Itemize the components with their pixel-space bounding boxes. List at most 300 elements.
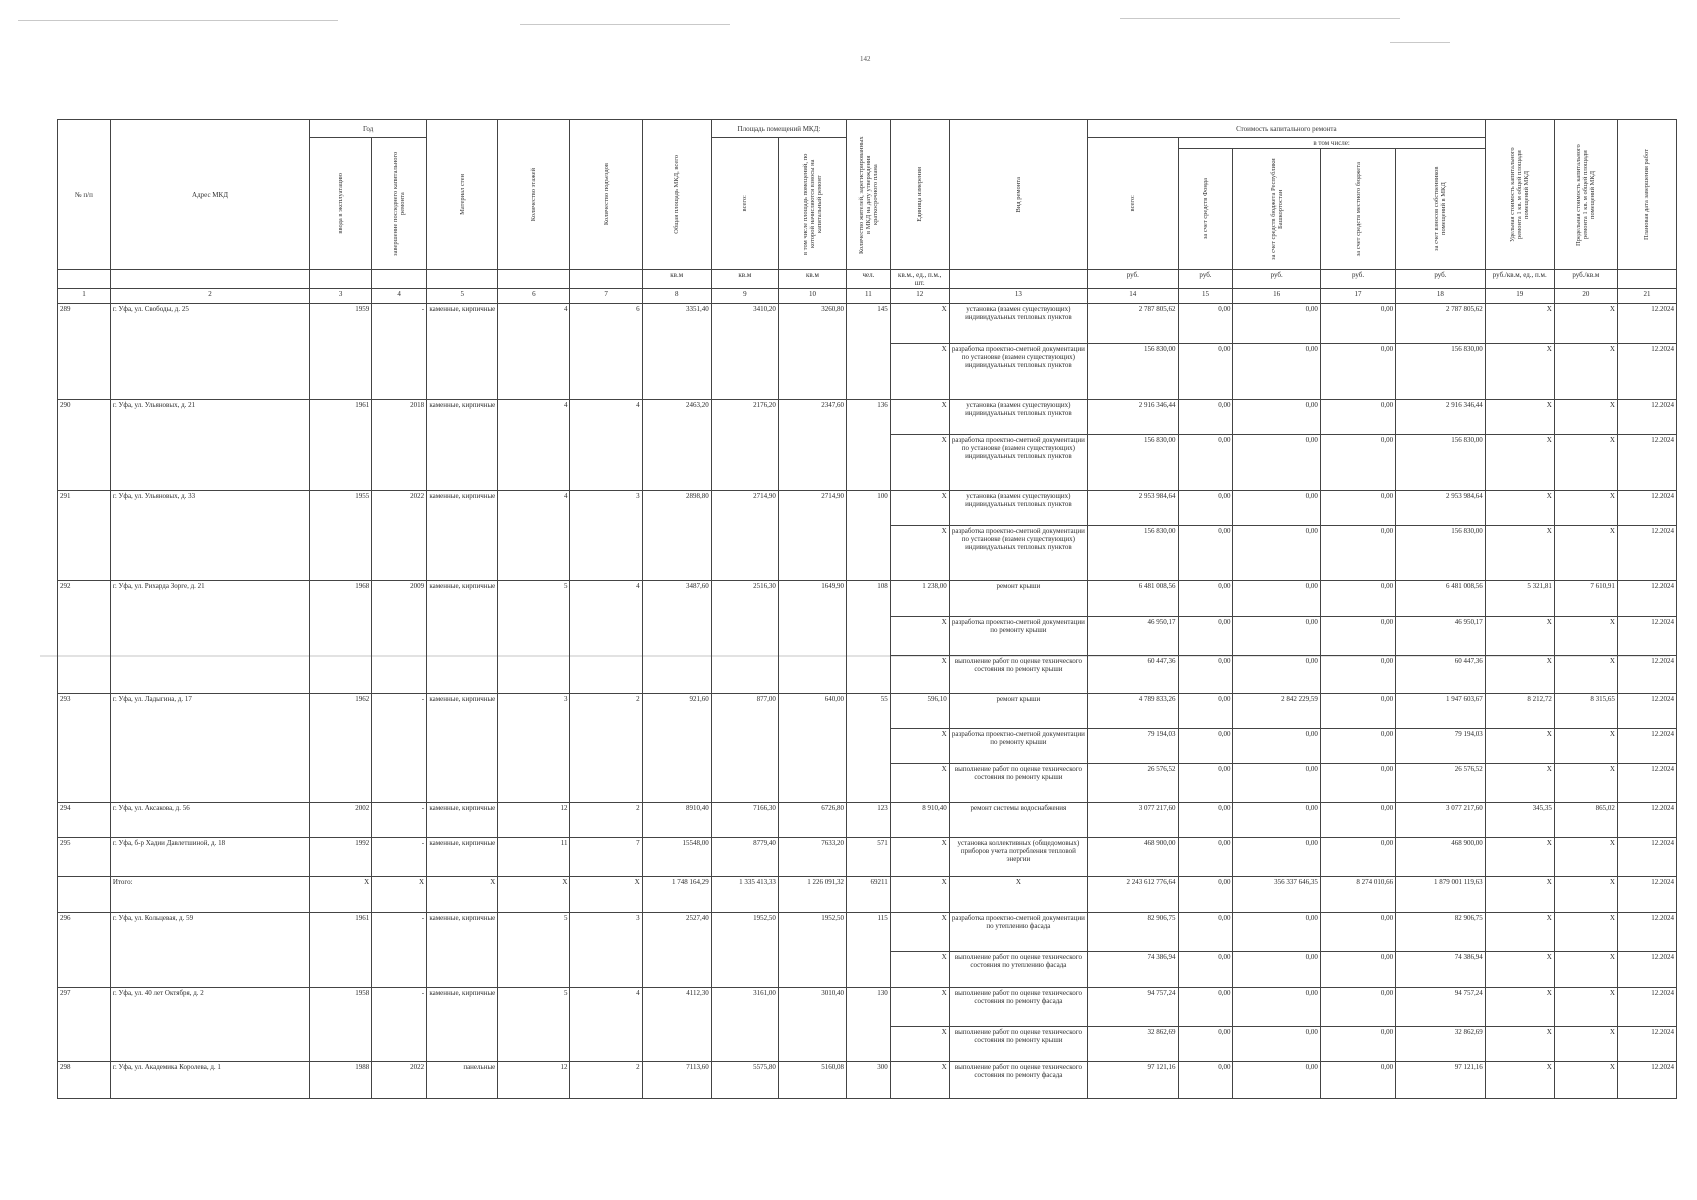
unit-cost: 345,35: [1485, 803, 1554, 838]
cost-total: 97 121,16: [1088, 1061, 1179, 1098]
cost-owners: 156 830,00: [1396, 344, 1486, 399]
residents-count: 115: [847, 913, 891, 988]
cost-republic: 0,00: [1233, 1061, 1320, 1098]
floors-count: X: [498, 877, 570, 913]
unit-cost: X: [1485, 877, 1554, 913]
unit-cell: [498, 270, 570, 289]
floors-count: 11: [498, 838, 570, 877]
area-total: 1 335 413,33: [711, 877, 778, 913]
cost-local: 0,00: [1320, 913, 1395, 952]
unit-cell: [949, 270, 1087, 289]
cost-fund: 0,00: [1178, 304, 1233, 344]
header-max-cost: Предельная стоимость капитального ремонта 1 кв. м общей площади помещений МКД: [1554, 120, 1617, 270]
end-date: 12.2024: [1617, 764, 1676, 803]
cost-local: 0,00: [1320, 490, 1395, 525]
cost-fund: 0,00: [1178, 435, 1233, 490]
wall-material: каменные, кирпичные: [427, 490, 498, 580]
header-wall-material: Материал стен: [427, 120, 498, 270]
floors-count: 4: [498, 399, 570, 490]
unit-cell: [427, 270, 498, 289]
column-number: 16: [1233, 289, 1320, 304]
work-type: разработка проектно-сметной документации по ремонту крыши: [949, 728, 1087, 764]
work-unit: X: [890, 1061, 949, 1098]
unit-cost: X: [1485, 525, 1554, 580]
end-date: 12.2024: [1617, 952, 1676, 988]
wall-material: каменные, кирпичные: [427, 580, 498, 693]
cost-fund: 0,00: [1178, 803, 1233, 838]
cost-owners: 60 447,36: [1396, 655, 1486, 693]
cost-fund: 0,00: [1178, 952, 1233, 988]
column-number: 20: [1554, 289, 1617, 304]
cost-republic: 0,00: [1233, 764, 1320, 803]
unit-cost: X: [1485, 1027, 1554, 1062]
work-type: выполнение работ по оценке технического состояния по ремонту фасада: [949, 988, 1087, 1027]
work-unit: X: [890, 655, 949, 693]
cost-local: 0,00: [1320, 764, 1395, 803]
header-year-group: Год: [310, 120, 427, 138]
cost-republic: 0,00: [1233, 344, 1320, 399]
entrances-count: 3: [570, 913, 642, 988]
cost-republic: 0,00: [1233, 399, 1320, 435]
floors-count: 5: [498, 988, 570, 1062]
unit-cost: X: [1485, 1061, 1554, 1098]
cost-total: 94 757,24: [1088, 988, 1179, 1027]
cost-owners: 79 194,03: [1396, 728, 1486, 764]
unit-cell: руб./кв.м, ед., п.м.: [1485, 270, 1554, 289]
cost-republic: 0,00: [1233, 913, 1320, 952]
residents-count: 123: [847, 803, 891, 838]
area-total: 7166,30: [711, 803, 778, 838]
year-commission: 1992: [310, 838, 372, 877]
total-row: [58, 877, 1677, 913]
cost-owners: 3 077 217,60: [1396, 803, 1486, 838]
house-number: 290: [58, 399, 111, 490]
column-number: 15: [1178, 289, 1233, 304]
cost-owners: 1 947 603,67: [1396, 693, 1486, 728]
wall-material: каменные, кирпичные: [427, 803, 498, 838]
unit-cost: X: [1485, 399, 1554, 435]
units-row: [58, 270, 1677, 289]
unit-cell: руб.: [1396, 270, 1486, 289]
work-unit: X: [890, 490, 949, 525]
column-number: 21: [1617, 289, 1676, 304]
work-unit: X: [890, 952, 949, 988]
cost-total: 2 916 346,44: [1088, 399, 1179, 435]
cost-owners: 468 900,00: [1396, 838, 1486, 877]
house-number: 295: [58, 838, 111, 877]
end-date: 12.2024: [1617, 803, 1676, 838]
year-last-repair: 2009: [372, 580, 427, 693]
area-total: 2516,30: [711, 580, 778, 693]
header-cost-fund: за счет средств Фонда: [1178, 149, 1233, 270]
end-date: 12.2024: [1617, 838, 1676, 877]
max-cost: X: [1554, 435, 1617, 490]
total-area: 15548,00: [642, 838, 711, 877]
entrances-count: 2: [570, 1061, 642, 1098]
unit-cost: X: [1485, 728, 1554, 764]
wall-material: каменные, кирпичные: [427, 838, 498, 877]
residents-count: 300: [847, 1061, 891, 1098]
work-type: разработка проектно-сметной документации по установке (взамен существующих) индивидуальных тепловых пунктов: [949, 344, 1087, 399]
max-cost: 865,02: [1554, 803, 1617, 838]
work-type: ремонт системы водоснабжения: [949, 803, 1087, 838]
header-cost-republic: за счет средств бюджета Республики Башкортостан: [1233, 149, 1320, 270]
header-area-total: всего:: [711, 138, 778, 270]
unit-cell: [1617, 270, 1676, 289]
cost-republic: 0,00: [1233, 580, 1320, 616]
total-area: 2463,20: [642, 399, 711, 490]
end-date: 12.2024: [1617, 1027, 1676, 1062]
house-address: г. Уфа, ул. Кольцевая, д. 59: [110, 913, 309, 988]
max-cost: X: [1554, 399, 1617, 435]
max-cost: 7 610,91: [1554, 580, 1617, 616]
cost-owners: 94 757,24: [1396, 988, 1486, 1027]
work-unit: X: [890, 913, 949, 952]
cost-fund: 0,00: [1178, 616, 1233, 655]
residents-count: 100: [847, 490, 891, 580]
table-row: [58, 988, 1677, 1027]
wall-material: каменные, кирпичные: [427, 988, 498, 1062]
work-type: выполнение работ по оценке технического состояния по утеплению фасада: [949, 952, 1087, 988]
unit-cell: [570, 270, 642, 289]
table-row: [58, 580, 1677, 616]
work-type: ремонт крыши: [949, 693, 1087, 728]
header-no: № п/п: [58, 120, 111, 270]
header-cost-owners: за счет взносов собственников помещений в МКД: [1396, 149, 1486, 270]
work-type: выполнение работ по оценке технического состояния по ремонту фасада: [949, 1061, 1087, 1098]
end-date: 12.2024: [1617, 913, 1676, 952]
entrances-count: 4: [570, 399, 642, 490]
floors-count: 5: [498, 913, 570, 988]
house-number: 289: [58, 304, 111, 400]
work-type: выполнение работ по оценке технического состояния по ремонту крыши: [949, 764, 1087, 803]
cost-fund: 0,00: [1178, 988, 1233, 1027]
header-cost-group: Стоимость капитального ремонта: [1088, 120, 1486, 138]
cost-fund: 0,00: [1178, 913, 1233, 952]
table-header: [58, 120, 1677, 304]
entrances-count: 7: [570, 838, 642, 877]
year-commission: 1968: [310, 580, 372, 693]
total-number-cell: [58, 877, 111, 913]
repair-plan-table: [57, 119, 1677, 1099]
cost-republic: 0,00: [1233, 728, 1320, 764]
end-date: 12.2024: [1617, 490, 1676, 525]
max-cost: X: [1554, 344, 1617, 399]
table-row: [58, 913, 1677, 952]
max-cost: X: [1554, 952, 1617, 988]
house-address: г. Уфа, ул. Свободы, д. 25: [110, 304, 309, 400]
header-end-date: Плановая дата завершения работ: [1617, 120, 1676, 270]
unit-cell: [310, 270, 372, 289]
work-type: разработка проектно-сметной документации по установке (взамен существующих) индивидуальных тепловых пунктов: [949, 435, 1087, 490]
cost-total: 79 194,03: [1088, 728, 1179, 764]
column-number: 1: [58, 289, 111, 304]
year-commission: 1955: [310, 490, 372, 580]
year-last-repair: 2022: [372, 1061, 427, 1098]
cost-total: 156 830,00: [1088, 344, 1179, 399]
column-number: 14: [1088, 289, 1179, 304]
area-owned: 1649,90: [778, 580, 846, 693]
cost-republic: 0,00: [1233, 988, 1320, 1027]
cost-owners: 156 830,00: [1396, 525, 1486, 580]
column-numbers-row: [58, 289, 1677, 304]
unit-cell: чел.: [847, 270, 891, 289]
house-address: г. Уфа, ул. Академика Королева, д. 1: [110, 1061, 309, 1098]
end-date: 12.2024: [1617, 988, 1676, 1027]
cost-fund: 0,00: [1178, 399, 1233, 435]
work-type: ремонт крыши: [949, 580, 1087, 616]
year-commission: 1961: [310, 399, 372, 490]
table-row: [58, 490, 1677, 525]
area-total: 5575,80: [711, 1061, 778, 1098]
area-total: 2176,20: [711, 399, 778, 490]
work-unit: X: [890, 1027, 949, 1062]
work-unit: 8 910,40: [890, 803, 949, 838]
header-residents: Количество жителей, зарегистрированных в МКД на дату утверждения краткосрочного плана: [847, 120, 891, 270]
cost-total: 74 386,94: [1088, 952, 1179, 988]
max-cost: X: [1554, 655, 1617, 693]
unit-cost: X: [1485, 304, 1554, 344]
work-type: разработка проектно-сметной документации по ремонту крыши: [949, 616, 1087, 655]
floors-count: 4: [498, 304, 570, 400]
max-cost: X: [1554, 525, 1617, 580]
unit-cell: руб./кв.м: [1554, 270, 1617, 289]
cost-owners: 2 916 346,44: [1396, 399, 1486, 435]
total-area: 1 748 164,29: [642, 877, 711, 913]
cost-total: 60 447,36: [1088, 655, 1179, 693]
unit-cost: X: [1485, 490, 1554, 525]
cost-owners: 6 481 008,56: [1396, 580, 1486, 616]
cost-owners: 97 121,16: [1396, 1061, 1486, 1098]
column-number: 10: [778, 289, 846, 304]
cost-total: 4 789 833,26: [1088, 693, 1179, 728]
unit-cell: руб.: [1088, 270, 1179, 289]
cost-fund: 0,00: [1178, 525, 1233, 580]
year-last-repair: 2022: [372, 490, 427, 580]
end-date: 12.2024: [1617, 399, 1676, 435]
house-address: г. Уфа, б-р Хадии Давлетшиной, д. 18: [110, 838, 309, 877]
floors-count: 4: [498, 490, 570, 580]
cost-local: 0,00: [1320, 838, 1395, 877]
wall-material: каменные, кирпичные: [427, 304, 498, 400]
cost-fund: 0,00: [1178, 580, 1233, 616]
header-area-owned: в том числе площадь помещений, по которой начисляются взносы на капитальный ремонт: [778, 138, 846, 270]
header-area-group: Площадь помещений МКД:: [711, 120, 846, 138]
table-row: [58, 304, 1677, 344]
total-area: 921,60: [642, 693, 711, 803]
cost-republic: 0,00: [1233, 952, 1320, 988]
entrances-count: 4: [570, 988, 642, 1062]
total-area: 4112,30: [642, 988, 711, 1062]
floors-count: 5: [498, 580, 570, 693]
table-row: [58, 803, 1677, 838]
cost-local: 0,00: [1320, 655, 1395, 693]
max-cost: X: [1554, 728, 1617, 764]
entrances-count: X: [570, 877, 642, 913]
cost-total: 2 243 612 776,64: [1088, 877, 1179, 913]
house-number: 292: [58, 580, 111, 693]
cost-republic: 356 337 646,35: [1233, 877, 1320, 913]
unit-cell: [58, 270, 111, 289]
work-unit: X: [890, 616, 949, 655]
cost-owners: 32 862,69: [1396, 1027, 1486, 1062]
entrances-count: 2: [570, 803, 642, 838]
cost-local: 0,00: [1320, 728, 1395, 764]
cost-fund: 0,00: [1178, 877, 1233, 913]
unit-cell: кв.м: [778, 270, 846, 289]
cost-total: 26 576,52: [1088, 764, 1179, 803]
unit-cost: X: [1485, 435, 1554, 490]
work-unit: X: [890, 764, 949, 803]
year-commission: 1962: [310, 693, 372, 803]
house-address: г. Уфа, ул. Рихарда Зорге, д. 21: [110, 580, 309, 693]
year-commission: 2002: [310, 803, 372, 838]
max-cost: X: [1554, 1027, 1617, 1062]
area-owned: 2347,60: [778, 399, 846, 490]
cost-owners: 46 950,17: [1396, 616, 1486, 655]
cost-owners: 2 787 805,62: [1396, 304, 1486, 344]
area-owned: 6726,80: [778, 803, 846, 838]
cost-republic: 0,00: [1233, 304, 1320, 344]
max-cost: X: [1554, 988, 1617, 1027]
header-year-commission: ввода в эксплуатацию: [310, 138, 372, 270]
cost-local: 0,00: [1320, 525, 1395, 580]
house-number: 296: [58, 913, 111, 988]
wall-material: панельные: [427, 1061, 498, 1098]
cost-total: 6 481 008,56: [1088, 580, 1179, 616]
year-commission: 1961: [310, 913, 372, 988]
header-work-type: Вид ремонта: [949, 120, 1087, 270]
end-date: 12.2024: [1617, 580, 1676, 616]
max-cost: X: [1554, 764, 1617, 803]
unit-cell: руб.: [1233, 270, 1320, 289]
area-total: 3161,00: [711, 988, 778, 1062]
house-number: 291: [58, 490, 111, 580]
column-number: 8: [642, 289, 711, 304]
residents-count: 55: [847, 693, 891, 803]
year-last-repair: -: [372, 988, 427, 1062]
work-unit: X: [890, 304, 949, 344]
cost-republic: 0,00: [1233, 525, 1320, 580]
area-owned: 3260,80: [778, 304, 846, 400]
cost-total: 82 906,75: [1088, 913, 1179, 952]
area-total: 2714,90: [711, 490, 778, 580]
year-commission: 1959: [310, 304, 372, 400]
cost-local: 0,00: [1320, 952, 1395, 988]
cost-local: 0,00: [1320, 988, 1395, 1027]
header-entrances: Количество подъездов: [570, 120, 642, 270]
area-total: 1952,50: [711, 913, 778, 988]
cost-owners: 2 953 984,64: [1396, 490, 1486, 525]
house-address: г. Уфа, ул. 40 лет Октября, д. 2: [110, 988, 309, 1062]
cost-fund: 0,00: [1178, 693, 1233, 728]
work-type: разработка проектно-сметной документации по установке (взамен существующих) индивидуальных тепловых пунктов: [949, 525, 1087, 580]
cost-fund: 0,00: [1178, 1061, 1233, 1098]
cost-fund: 0,00: [1178, 655, 1233, 693]
end-date: 12.2024: [1617, 344, 1676, 399]
max-cost: X: [1554, 304, 1617, 344]
work-unit: X: [890, 877, 949, 913]
area-owned: 2714,90: [778, 490, 846, 580]
work-unit: X: [890, 435, 949, 490]
table-row: [58, 838, 1677, 877]
total-area: 3351,40: [642, 304, 711, 400]
cost-republic: 0,00: [1233, 490, 1320, 525]
column-number: 9: [711, 289, 778, 304]
header-year-last-repair: завершение последнего капитального ремонта: [372, 138, 427, 270]
house-address: г. Уфа, ул. Ульяновых, д. 33: [110, 490, 309, 580]
work-type: установка (взамен существующих) индивидуальных тепловых пунктов: [949, 490, 1087, 525]
cost-owners: 156 830,00: [1396, 435, 1486, 490]
cost-fund: 0,00: [1178, 344, 1233, 399]
area-owned: 5160,08: [778, 1061, 846, 1098]
residents-count: 130: [847, 988, 891, 1062]
header-unit: Единица измерения: [890, 120, 949, 270]
end-date: 12.2024: [1617, 877, 1676, 913]
area-owned: 3010,40: [778, 988, 846, 1062]
floors-count: 3: [498, 693, 570, 803]
max-cost: X: [1554, 838, 1617, 877]
column-number: 11: [847, 289, 891, 304]
cost-owners: 1 879 001 119,63: [1396, 877, 1486, 913]
column-number: 18: [1396, 289, 1486, 304]
cost-fund: 0,00: [1178, 728, 1233, 764]
table-body: [58, 304, 1677, 1099]
cost-local: 0,00: [1320, 580, 1395, 616]
total-area: 3487,60: [642, 580, 711, 693]
column-number: 19: [1485, 289, 1554, 304]
house-address: г. Уфа, ул. Ульяновых, д. 21: [110, 399, 309, 490]
cost-local: 0,00: [1320, 616, 1395, 655]
header-address: Адрес МКД: [110, 120, 309, 270]
total-area: 2527,40: [642, 913, 711, 988]
cost-republic: 0,00: [1233, 655, 1320, 693]
entrances-count: 3: [570, 490, 642, 580]
house-number: 297: [58, 988, 111, 1062]
house-address: г. Уфа, ул. Аксакова, д. 56: [110, 803, 309, 838]
table-row: [58, 693, 1677, 728]
cost-fund: 0,00: [1178, 764, 1233, 803]
end-date: 12.2024: [1617, 304, 1676, 344]
table-row: [58, 1061, 1677, 1098]
max-cost: X: [1554, 490, 1617, 525]
year-last-repair: -: [372, 803, 427, 838]
header-cost-subgroup: в том числе:: [1178, 138, 1485, 149]
year-last-repair: 2018: [372, 399, 427, 490]
cost-local: 0,00: [1320, 1061, 1395, 1098]
cost-fund: 0,00: [1178, 490, 1233, 525]
cost-republic: 0,00: [1233, 803, 1320, 838]
cost-local: 0,00: [1320, 399, 1395, 435]
column-number: 5: [427, 289, 498, 304]
work-unit: X: [890, 399, 949, 435]
unit-cost: X: [1485, 913, 1554, 952]
cost-total: 156 830,00: [1088, 525, 1179, 580]
cost-total: 2 953 984,64: [1088, 490, 1179, 525]
header-cost-local: за счет средств местного бюджета: [1320, 149, 1395, 270]
unit-cost: X: [1485, 344, 1554, 399]
column-number: 7: [570, 289, 642, 304]
entrances-count: 2: [570, 693, 642, 803]
work-type: установка (взамен существующих) индивидуальных тепловых пунктов: [949, 399, 1087, 435]
max-cost: X: [1554, 877, 1617, 913]
entrances-count: 6: [570, 304, 642, 400]
total-area: 2898,80: [642, 490, 711, 580]
cost-local: 0,00: [1320, 435, 1395, 490]
house-number: 298: [58, 1061, 111, 1098]
year-commission: X: [310, 877, 372, 913]
end-date: 12.2024: [1617, 525, 1676, 580]
